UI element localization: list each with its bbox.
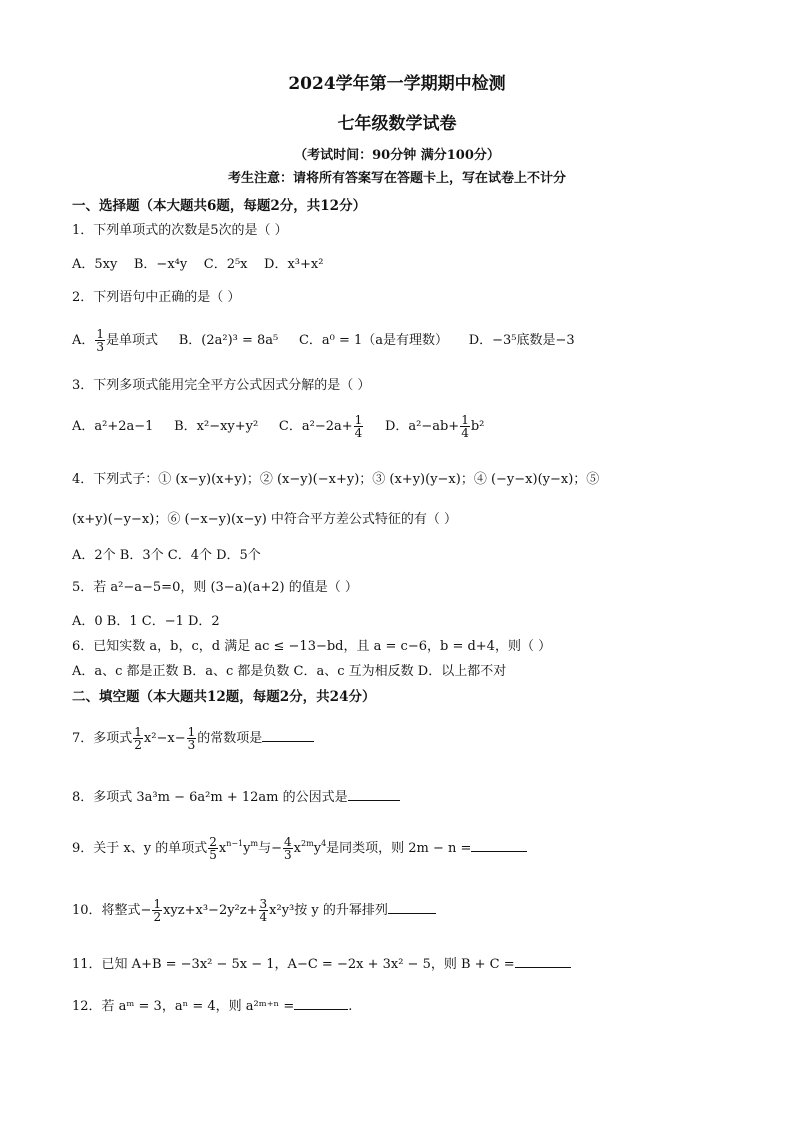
- q11: 11．已知 A+B = −3x² − 5x − 1，A−C = −2x + 3x² − 5，则 B + C =: [72, 955, 571, 973]
- q1-option-a: A．5xy: [72, 257, 118, 272]
- answer-blank: [471, 839, 527, 852]
- q3-option-d: D．a²−ab+ $\frac{1}{4}$ b²: [384, 413, 485, 440]
- q3-stem: 3．下列多项式能用完全平方公式因式分解的是（ ）: [72, 378, 371, 393]
- q4-options: A．2个 B．3个 C．4个 D．5个: [72, 548, 261, 563]
- exam-notice: 考生注意：请将所有答案写在答题卡上，写在试卷上不计分: [227, 171, 566, 186]
- q3-option-a: A．a²+2a−1: [72, 419, 154, 434]
- q2-option-a: A． $\frac{1}{3}$ 是单项式: [72, 327, 159, 354]
- q4-stem-line1: 4．下列式子：① (x−y)(x+y)；② (x−y)(−x+y)；③ (x+y)(y−x)；④ (−y−x)(y−x)；⑤: [72, 472, 600, 487]
- q1-option-b: B．−x⁴y: [133, 257, 188, 272]
- q1-stem: 1．下列单项式的次数是5次的是（ ）: [72, 223, 288, 238]
- fraction: $\frac{1}{3}$: [96, 327, 105, 354]
- q3-option-c: C．a²−2a+ $\frac{1}{4}$: [278, 413, 363, 440]
- q6-stem: 6．已知实数 a，b，c，d 满足 ac ≤ −13−bd，且 a = c−6，b = d+4，则（ ）: [72, 639, 552, 654]
- q9: 9．关于 x、y 的单项式 $\frac{2}{5}$ $x^{n-1}y^m$与− $\frac{4}{3}$ $x^{2m}y^4$是同类项，则 2m − n =: [72, 832, 527, 866]
- exam-subtitle: 七年级数学试卷: [337, 114, 457, 134]
- q5-options: A．0 B．1 C．−1 D．2: [72, 614, 220, 629]
- q10: 10．将整式− $\frac{1}{2}$ xyz+x³−2y²z+ $\frac{3}{4}$ x²y³按 y 的升幂排列: [72, 894, 436, 928]
- q6-options: A．a、c 都是正数 B．a、c 都是负数 C．a、c 互为相反数 D．以上都不对: [72, 664, 507, 679]
- q1-options: [72, 257, 323, 273]
- q3-options: [72, 414, 484, 440]
- exam-info: （考试时间：90分钟 满分100分）: [294, 148, 500, 163]
- q5-stem: 5．若 a²−a−5=0，则 (3−a)(a+2) 的值是（ ）: [72, 580, 358, 595]
- q2-options: [72, 328, 575, 354]
- q2-option-b: B．(2a²)³ = 8a⁵: [178, 333, 279, 348]
- q3-option-b: B．x²−xy+y²: [174, 419, 259, 434]
- q1-option-c: C．2⁵x: [203, 257, 248, 272]
- q2-stem: 2．下列语句中正确的是（ ）: [72, 290, 241, 305]
- q7: 7．多项式 $\frac{1}{2}$ x²−x− $\frac{1}{3}$ 的常数项是: [72, 722, 314, 756]
- answer-blank: [294, 997, 348, 1010]
- q1-option-d: D．x³+x²: [264, 257, 324, 272]
- q4-stem-line2: (x+y)(−y−x)；⑥ (−x−y)(x−y) 中符合平方差公式特征的有（ ）: [72, 512, 458, 527]
- answer-blank: [388, 901, 436, 914]
- answer-blank: [515, 955, 571, 968]
- q8: 8．多项式 3a³m − 6a²m + 12am 的公因式是: [72, 788, 400, 806]
- section-2-heading: 二、填空题（本大题共12题，每题2分，共24分）: [72, 689, 376, 705]
- q2-option-d: D．−3⁵底数是−3: [468, 333, 575, 348]
- answer-blank: [348, 788, 400, 801]
- exam-title: 2024学年第一学期期中检测: [288, 74, 506, 94]
- q12: 12．若 aᵐ = 3，aⁿ = 4，则 a²ᵐ⁺ⁿ = .: [72, 999, 353, 1014]
- answer-blank: [262, 729, 314, 742]
- section-1-heading: 一、选择题（本大题共6题，每题2分，共12分）: [72, 198, 367, 214]
- q2-option-c: C．a⁰ = 1（a是有理数）: [298, 333, 449, 348]
